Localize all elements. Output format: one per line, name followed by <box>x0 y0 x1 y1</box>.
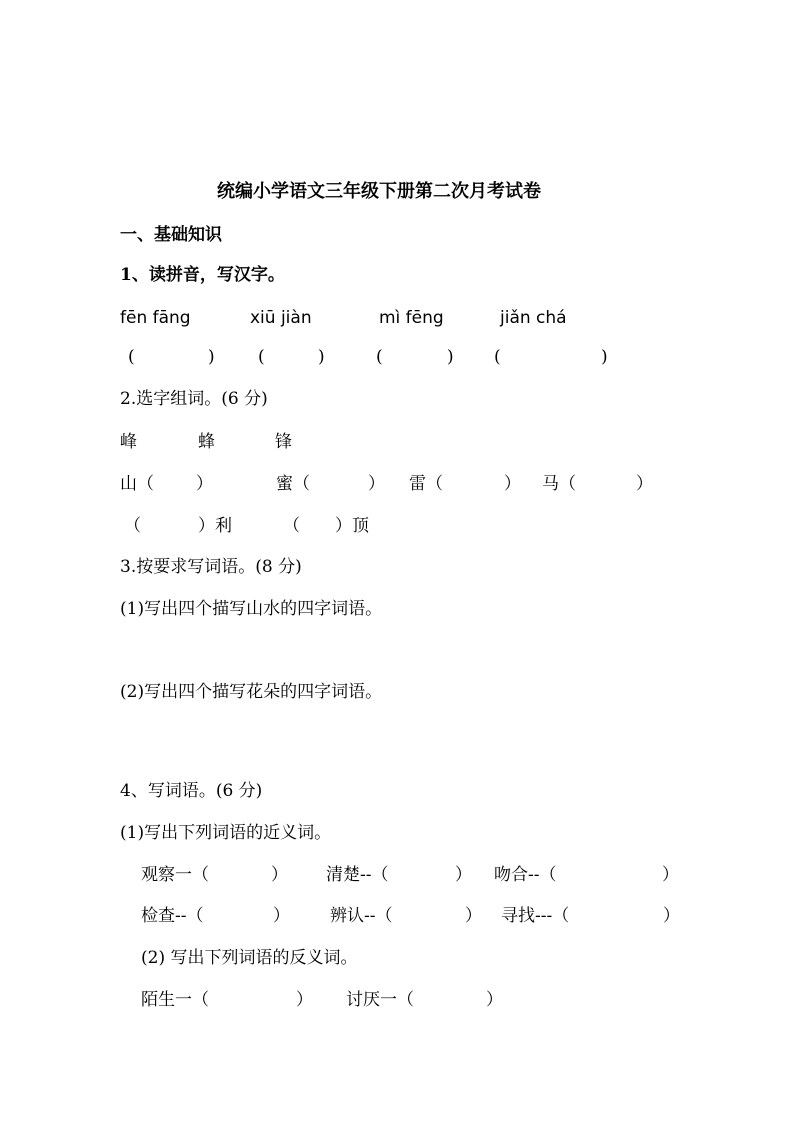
blank-open-3: ( <box>376 347 383 367</box>
q4-sub1: (1)写出下列词语的近义词。 <box>120 823 332 843</box>
q2-r2-d: ）顶 <box>335 516 369 536</box>
q1-heading: 1、读拼音，写汉字。 <box>120 265 285 285</box>
q2-r1-b: ） <box>196 474 213 494</box>
exam-title: 统编小学语文三年级下册第二次月考试卷 <box>217 181 541 202</box>
q2-heading: 2.选字组词。(6 分) <box>120 389 268 409</box>
blank-open-1: ( <box>128 347 135 367</box>
q2-r1-c: 蜜（ <box>276 474 310 494</box>
q4-r1-d: ） <box>455 865 472 885</box>
q3-sub2: (2)写出四个描写花朵的四字词语。 <box>120 682 383 702</box>
q4-r3-b: ） <box>296 990 313 1010</box>
q4-r2-a: 检查--（ <box>141 906 204 926</box>
q4-r2-b: ） <box>273 906 290 926</box>
q4-r2-e: 寻找---（ <box>501 906 570 926</box>
q4-r1-f: ） <box>662 865 679 885</box>
q2-r2-b: ）利 <box>198 516 232 536</box>
q2-char-2: 蜂 <box>198 432 215 452</box>
q2-r2-c: （ <box>283 516 300 536</box>
q4-r1-e: 吻合--（ <box>494 865 557 885</box>
blank-open-2: ( <box>258 347 265 367</box>
q4-r2-f: ） <box>663 906 680 926</box>
q2-r2-a: （ <box>124 516 141 536</box>
pinyin-1: fēn fāng <box>120 308 191 328</box>
q4-sub2: (2) 写出下列词语的反义词。 <box>141 948 358 968</box>
q3-sub1: (1)写出四个描写山水的四字词语。 <box>120 599 383 619</box>
q4-r3-a: 陌生一（ <box>141 990 209 1010</box>
pinyin-2: xiū jiàn <box>250 308 312 328</box>
q2-r1-g: 马（ <box>542 474 576 494</box>
blank-close-1: ) <box>208 347 215 367</box>
pinyin-4: jiǎn chá <box>500 308 567 328</box>
q4-heading: 4、写词语。(6 分) <box>120 781 263 801</box>
q2-r1-e: 雷（ <box>409 474 443 494</box>
q4-r2-c: 辨认--（ <box>330 906 393 926</box>
q2-r1-a: 山（ <box>120 474 154 494</box>
blank-open-4: ( <box>494 347 501 367</box>
q2-char-1: 峰 <box>120 432 137 452</box>
pinyin-3: mì fēng <box>379 308 444 328</box>
q2-r1-h: ） <box>636 474 653 494</box>
q4-r2-d: ） <box>465 906 482 926</box>
q4-r1-b: ） <box>271 865 288 885</box>
q4-r1-a: 观察一（ <box>141 865 209 885</box>
q2-r1-f: ） <box>504 474 521 494</box>
q4-r3-d: ） <box>486 990 503 1010</box>
q3-heading: 3.按要求写词语。(8 分) <box>120 557 302 577</box>
q4-r3-c: 讨厌一（ <box>346 990 414 1010</box>
q4-r1-c: 清楚--（ <box>326 865 389 885</box>
blank-close-4: ) <box>601 347 608 367</box>
blank-close-2: ) <box>318 347 325 367</box>
q2-char-3: 锋 <box>275 432 292 452</box>
part1-heading: 一、基础知识 <box>120 225 222 245</box>
q2-r1-d: ） <box>368 474 385 494</box>
blank-close-3: ) <box>447 347 454 367</box>
